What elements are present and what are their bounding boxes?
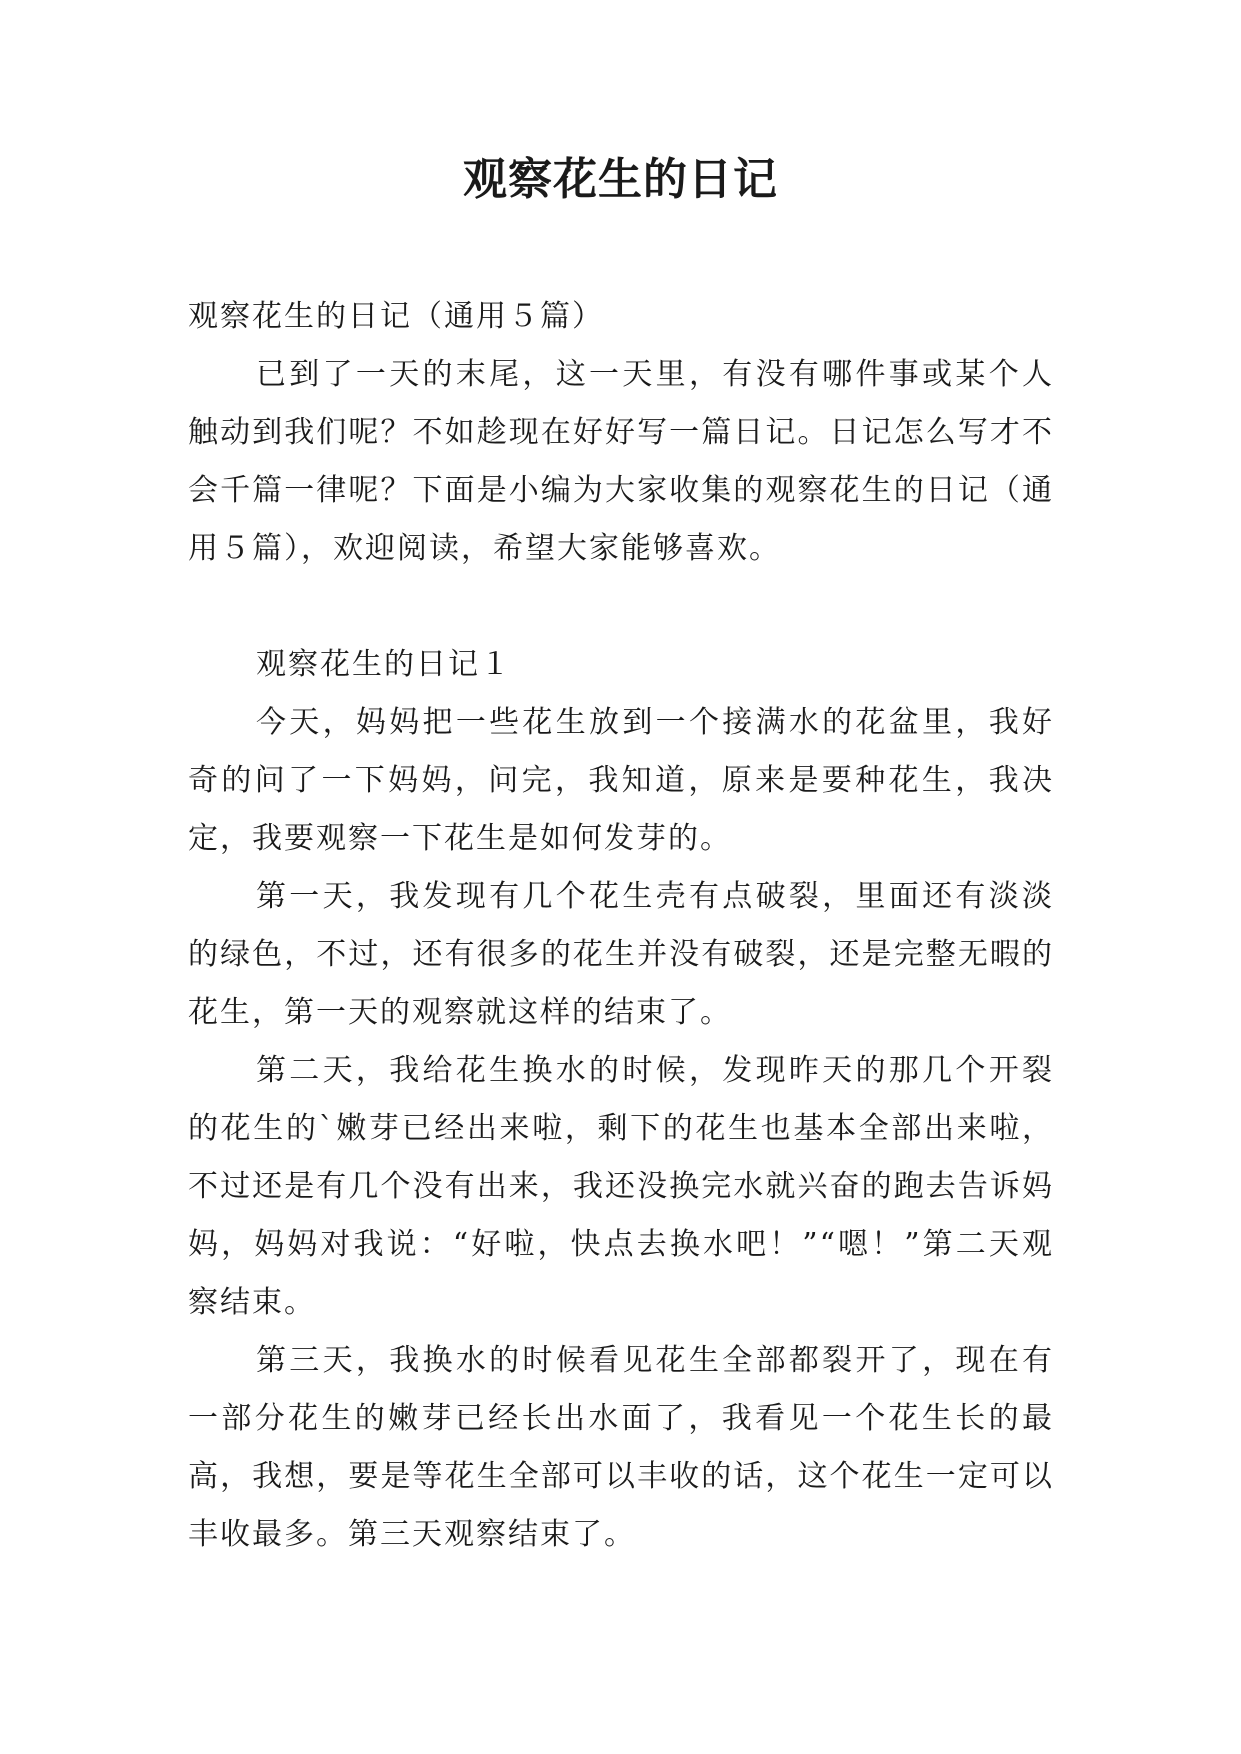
document-subtitle: 观察花生的日记（通用５篇） <box>188 299 604 334</box>
body-paragraph: 第三天，我换水的时候看见花生全部都裂开了，现在有一部分花生的嫩芽已经长出水面了，我看见一个花生长的最高，我想，要是等花生全部可以丰收的话，这个花生一定可以丰收最多。第三天观察结束了。 <box>188 1343 1054 1552</box>
body-paragraph: 第二天，我给花生换水的时候，发现昨天的那几个开裂的花生的`嫩芽已经出来啦，剩下的花生也基本全部出来啦，不过还是有几个没有出来，我还没换完水就兴奋的跑去告诉妈妈，妈妈对我说：“好啦，快点去换水吧！”“嗯！”第二天观察结束。 <box>188 1053 1054 1320</box>
section-spacer <box>188 578 1054 636</box>
body-paragraph: 今天，妈妈把一些花生放到一个接满水的花盆里，我好奇的问了一下妈妈，问完，我知道，原来是要种花生，我决定，我要观察一下花生是如何发芽的。 <box>188 705 1054 856</box>
section-heading: 观察花生的日记１ <box>256 647 512 682</box>
document-body <box>188 288 1054 1564</box>
page-title: 观察花生的日记 <box>463 154 778 205</box>
body-paragraph: 第一天，我发现有几个花生壳有点破裂，里面还有淡淡的绿色，不过，还有很多的花生并没有破裂，还是完整无暇的花生，第一天的观察就这样的结束了。 <box>188 879 1054 1030</box>
intro-paragraph: 已到了一天的末尾，这一天里，有没有哪件事或某个人触动到我们呢？不如趁现在好好写一篇日记。日记怎么写才不会千篇一律呢？下面是小编为大家收集的观察花生的日记（通用５篇），欢迎阅读，希望大家能够喜欢。 <box>188 357 1054 566</box>
